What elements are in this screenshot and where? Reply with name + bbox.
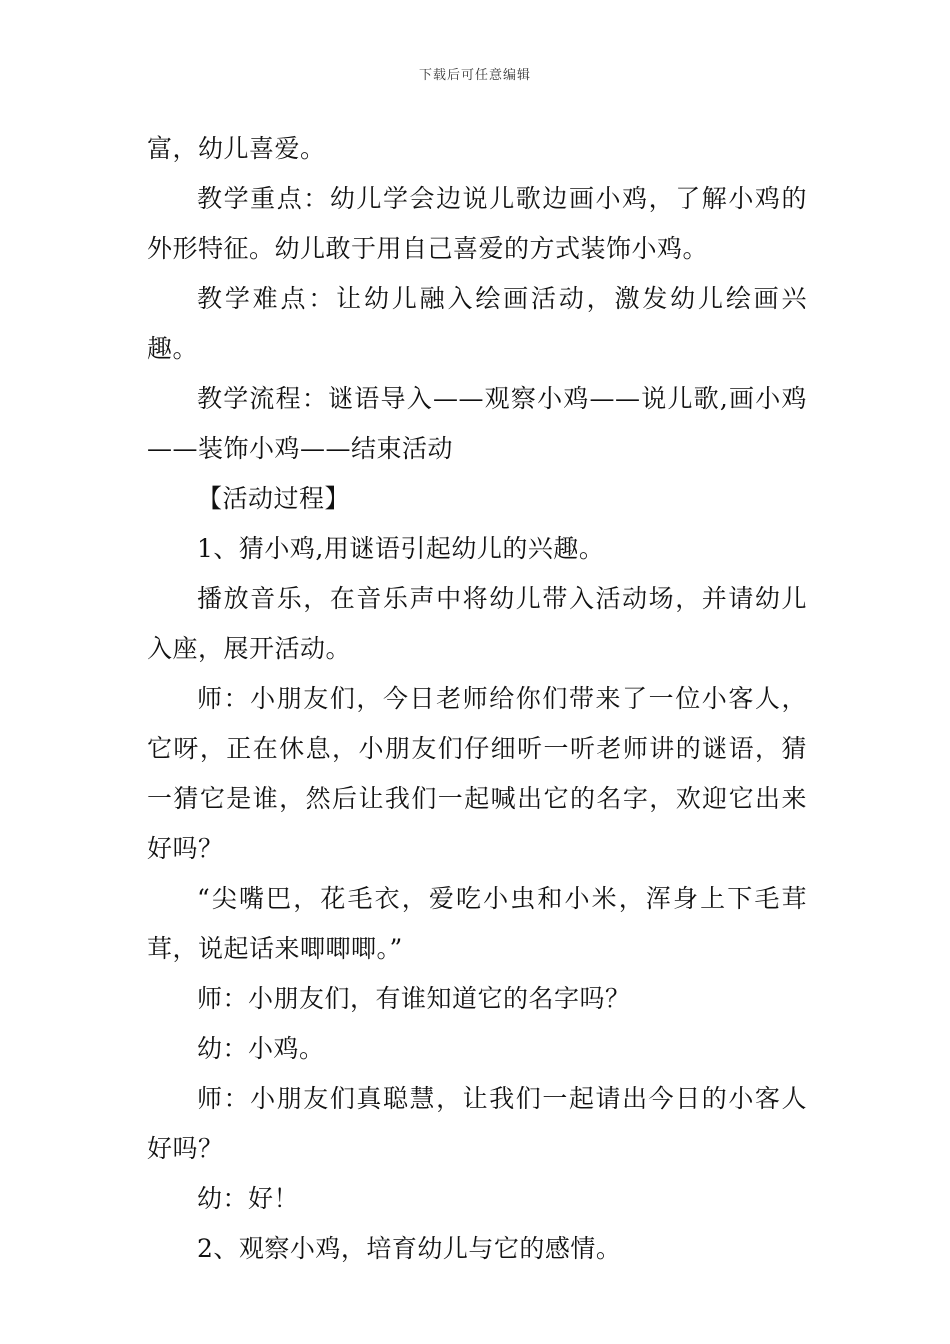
document-body — [147, 124, 807, 1274]
paragraph-1: 富，幼儿喜爱。 — [147, 134, 326, 163]
paragraph-teacher-intro: 师：小朋友们，今日老师给你们带来了一位小客人，它呀，正在休息，小朋友们仔细听一听老师讲的谜语，猜一猜它是谁，然后让我们一起喊出它的名字，欢迎它出来好吗？ — [147, 684, 807, 863]
paragraph-teacher-question: 师：小朋友们，有谁知道它的名字吗？ — [197, 984, 631, 1013]
paragraph-teaching-focus: 教学重点：幼儿学会边说儿歌边画小鸡，了解小鸡的外形特征。幼儿敢于用自己喜爱的方式装饰小鸡。 — [147, 184, 807, 263]
page-header-note: 下载后可任意编辑 — [418, 68, 531, 83]
paragraph-riddle: “尖嘴巴，花毛衣，爱吃小虫和小米，浑身上下毛茸茸，说起话来唧唧唧。” — [147, 884, 807, 963]
paragraph-teaching-flow: 教学流程：谜语导入——观察小鸡——说儿歌,画小鸡——装饰小鸡——结束活动 — [147, 384, 807, 463]
paragraph-step-1: 1、猜小鸡,用谜语引起幼儿的兴趣。 — [197, 534, 605, 563]
paragraph-teacher-invite: 师：小朋友们真聪慧，让我们一起请出今日的小客人好吗？ — [147, 1084, 807, 1163]
paragraph-child-answer: 幼：小鸡。 — [197, 1034, 325, 1063]
paragraph-step-2: 2、观察小鸡，培育幼儿与它的感情。 — [197, 1234, 622, 1263]
paragraph-play-music: 播放音乐，在音乐声中将幼儿带入活动场，并请幼儿入座，展开活动。 — [147, 584, 807, 663]
section-heading-activity-process: 【活动过程】 — [197, 484, 351, 513]
paragraph-teaching-difficulty: 教学难点：让幼儿融入绘画活动，激发幼儿绘画兴趣。 — [147, 284, 807, 363]
paragraph-child-reply: 幼：好！ — [197, 1184, 300, 1213]
